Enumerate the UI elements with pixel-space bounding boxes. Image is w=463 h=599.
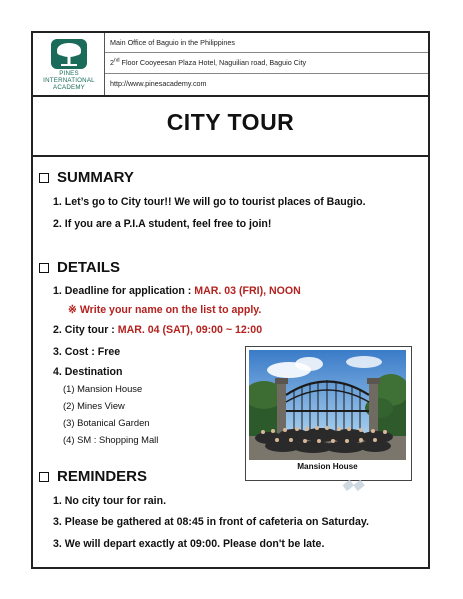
logo-line: ACADEMY <box>53 84 85 91</box>
destination-item: (3) Botanical Garden <box>63 417 150 428</box>
summary-item: 2. If you are a P.I.A student, feel free to join! <box>53 218 272 230</box>
logo-line: INTERNATIONAL <box>43 77 95 84</box>
photo-caption: Mansion House <box>297 462 358 471</box>
address-floor: 2 <box>110 58 114 67</box>
page-title: CITY TOUR <box>166 109 295 135</box>
summary-heading-text: SUMMARY <box>57 169 134 186</box>
website-link[interactable]: http://www.pinesacademy.com <box>110 79 207 88</box>
deadline-line <box>53 285 301 297</box>
details-heading-text: DETAILS <box>57 259 121 276</box>
pine-tree-icon <box>51 39 87 69</box>
mansion-house-photo <box>245 346 412 481</box>
summary-heading <box>39 169 134 186</box>
logo-wordmark <box>35 70 103 91</box>
checkbox-square-icon <box>39 173 49 183</box>
watermark-mark: ◆◆ <box>342 476 364 492</box>
address-ordinal: nd <box>114 57 120 64</box>
checkbox-square-icon <box>39 472 49 482</box>
address-rest: Floor Cooyeesan Plaza Hotel, Naguilian road, Baguio City <box>119 58 307 67</box>
cost-line: 3. Cost : Free <box>53 346 121 358</box>
tour-value: MAR. 04 (SAT), 09:00 ~ 12:00 <box>117 324 263 336</box>
reminder-item: 3. We will depart exactly at 09:00. Please don't be late. <box>53 538 325 550</box>
destination-item: (4) SM : Shopping Mall <box>63 434 159 445</box>
reminder-item: 1. No city tour for rain. <box>53 495 167 507</box>
destination-label: 4. Destination <box>53 366 123 378</box>
title-band <box>33 95 428 157</box>
deadline-label: 1. Deadline for application : <box>53 285 195 297</box>
deadline-value: MAR. 03 (FRI), NOON <box>194 285 301 297</box>
reminders-heading <box>39 468 147 485</box>
office-name: Main Office of Baguio in the Philippines <box>105 33 428 53</box>
checkbox-square-icon <box>39 263 49 273</box>
group-photo-image <box>249 350 406 460</box>
academy-logo <box>33 33 105 95</box>
deadline-note: ※ Write your name on the list to apply. <box>68 304 262 316</box>
tour-line <box>53 324 262 336</box>
destination-item: (1) Mansion House <box>63 383 143 394</box>
logo-line: PINES <box>59 70 79 77</box>
summary-item: 1. Let’s go to City tour!! We will go to tourist places of Baugio. <box>53 196 366 208</box>
tour-label: 2. City tour : <box>53 324 118 336</box>
flyer-frame <box>31 31 430 569</box>
office-address <box>105 53 428 74</box>
letterhead <box>33 33 428 97</box>
destination-item: (2) Mines View <box>63 400 125 411</box>
reminders-heading-text: REMINDERS <box>57 468 148 485</box>
reminder-item: 3. Please be gathered at 08:45 in front of cafeteria on Saturday. <box>53 516 369 528</box>
details-heading <box>39 259 120 276</box>
